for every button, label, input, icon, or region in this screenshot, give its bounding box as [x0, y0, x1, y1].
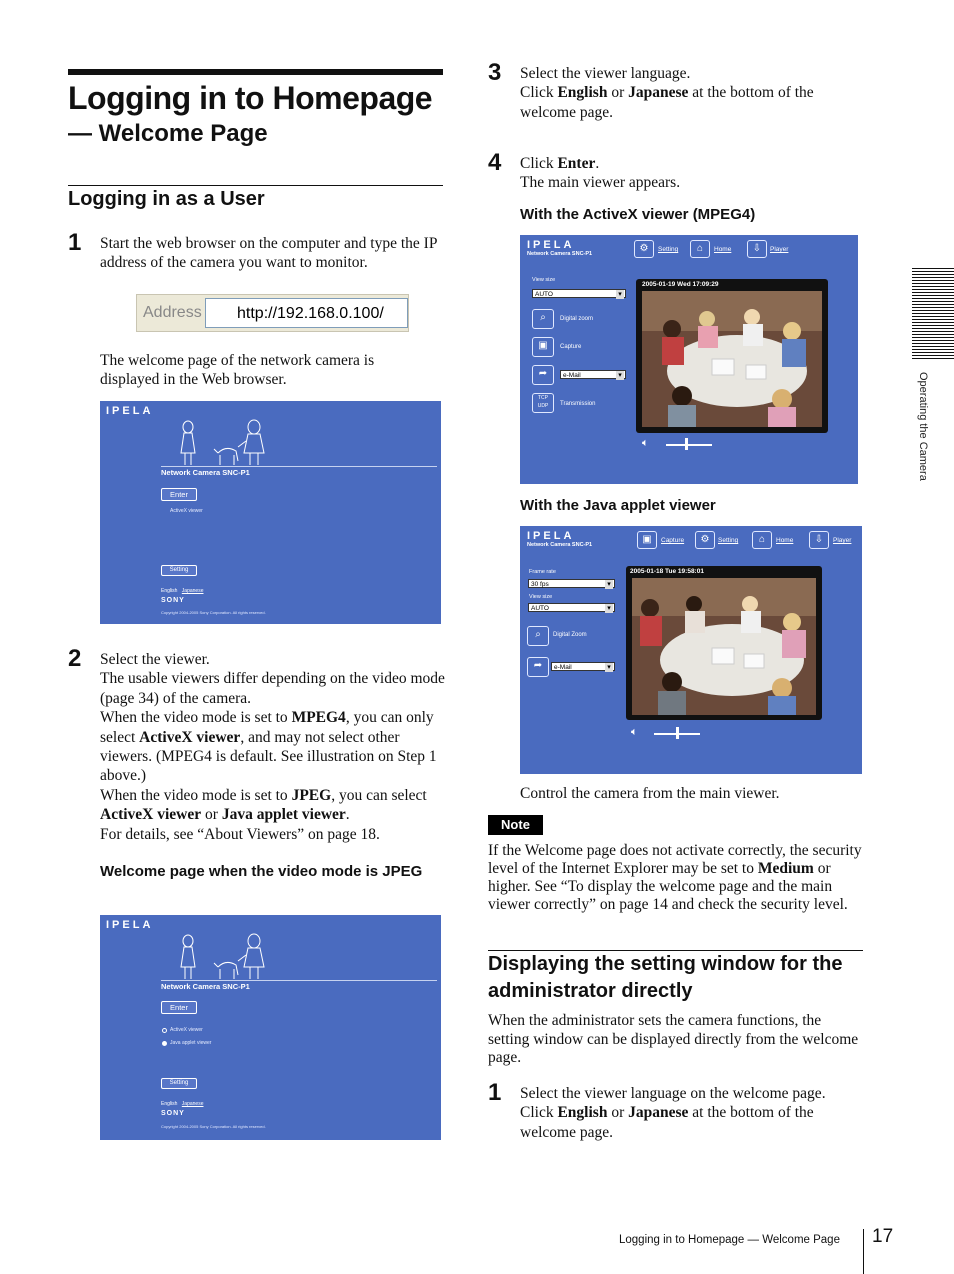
step2-line5: For details, see “About Viewers” on page 18.	[100, 825, 380, 843]
ipela-logo: IPELA	[106, 919, 154, 931]
step-number: 1	[488, 1079, 502, 1106]
nav-home[interactable]: Home	[776, 537, 794, 544]
enter-button[interactable]: Enter	[161, 488, 197, 501]
copyright-text: Copyright 2004-2005 Sony Corporation. All rights reserved.	[161, 1124, 266, 1129]
step-number: 4	[488, 149, 502, 176]
setting-button[interactable]: Setting	[161, 565, 197, 576]
address-label: Address	[143, 304, 202, 321]
frame-rate-label: Frame rate	[529, 569, 556, 575]
nav-setting[interactable]: Setting	[658, 246, 679, 253]
english-link[interactable]: English	[161, 588, 178, 594]
capture-icon[interactable]: ▣	[532, 337, 554, 357]
transmission-label: Transmission	[560, 401, 596, 407]
speaker-icon[interactable]: 🔈︎	[631, 726, 638, 738]
language-links	[161, 1101, 203, 1107]
control-text: Control the camera from the main viewer.	[520, 785, 780, 802]
english-link[interactable]: English	[161, 1101, 178, 1107]
java-viewer-label: Java applet viewer	[170, 1040, 212, 1046]
admin-step1-line2: Click English or Japanese at the bottom of the welcome page.	[520, 1104, 814, 1141]
address-field: http://192.168.0.100/	[205, 298, 408, 328]
step4-line1: Click Enter.	[520, 155, 600, 172]
step-number: 1	[68, 229, 82, 256]
nav-player[interactable]: Player	[770, 246, 789, 253]
player-icon[interactable]: ⇩	[747, 240, 767, 258]
step2-line2: The usable viewers differ depending on the video mode (page 34) of the camera.	[100, 670, 445, 707]
step1-after-text: The welcome page of the network camera is displayed in the Web browser.	[100, 352, 375, 389]
setting-icon[interactable]: ⚙	[695, 531, 715, 549]
setting-button[interactable]: Setting	[161, 1078, 197, 1089]
setting-icon[interactable]: ⚙	[634, 240, 654, 258]
note-text: If the Welcome page does not activate correctly, the security level of the Internet Explorer may be set to Medium or higher. See “To display the welcome page and the main viewer correctly” on page 14 and check the security level.	[488, 842, 862, 913]
step2-text	[100, 650, 445, 844]
digital-zoom-label: Digital Zoom	[553, 632, 587, 638]
activex-heading: With the ActiveX viewer (MPEG4)	[520, 206, 756, 223]
admin-step1-line1: Select the viewer language on the welcome page.	[520, 1085, 826, 1102]
step3-line1: Select the viewer language.	[520, 65, 691, 82]
page-title: Logging in to Homepage	[68, 80, 433, 116]
frame-rate-select[interactable]: 30 fps ▾	[528, 579, 615, 588]
japanese-link[interactable]: Japanese	[181, 588, 204, 594]
welcome-page-screenshot	[100, 401, 441, 624]
children-illustration	[178, 933, 270, 981]
activex-viewer-label: ActiveX viewer	[170, 1027, 203, 1033]
address-bar	[136, 294, 409, 332]
step4-line2: The main viewer appears.	[520, 174, 681, 192]
jpeg-welcome-screenshot	[100, 915, 441, 1140]
children-illustration	[178, 419, 270, 467]
classroom-video-image	[642, 291, 822, 427]
note-label: Note	[488, 815, 543, 835]
digital-zoom-icon[interactable]: ⌕	[532, 309, 554, 329]
title-rule	[68, 69, 443, 75]
video-timestamp: 2005-01-19 Wed 17:09:29	[642, 281, 719, 288]
camera-name: Network Camera SNC-P1	[527, 542, 593, 548]
email-icon[interactable]: ➦	[527, 657, 549, 677]
side-tab-label: Operating the Camera	[917, 372, 929, 481]
view-size-select[interactable]: AUTO ▾	[528, 603, 615, 612]
nav-capture[interactable]: Capture	[661, 537, 685, 544]
camera-name: Network Camera SNC-P1	[161, 982, 250, 991]
nav-setting[interactable]: Setting	[718, 537, 739, 544]
step2-line4: When the video mode is set to JPEG, you can select ActiveX viewer or Java applet viewer.	[100, 786, 427, 824]
activex-viewer-label: ActiveX viewer	[170, 508, 203, 514]
side-tab-stripes	[912, 268, 954, 360]
nav-home[interactable]: Home	[714, 246, 732, 253]
ipela-logo: IPELA	[106, 405, 154, 417]
volume-slider-handle[interactable]	[676, 727, 679, 739]
step2-line1: Select the viewer.	[100, 651, 210, 668]
view-size-label: View size	[529, 594, 553, 600]
capture-label: Capture	[560, 344, 582, 350]
page-number: 17	[872, 1226, 894, 1247]
ipela-logo: IPELA	[527, 239, 575, 251]
panel-divider	[161, 980, 437, 981]
speaker-icon[interactable]: 🔈︎	[642, 437, 649, 449]
home-icon[interactable]: ⌂	[690, 240, 710, 258]
page-subtitle: — Welcome Page	[68, 120, 268, 147]
email-icon[interactable]: ➦	[532, 365, 554, 385]
java-viewer-screenshot	[520, 526, 862, 774]
sony-logo: SONY	[161, 597, 185, 604]
video-timestamp: 2005-01-18 Tue 19:58:01	[630, 568, 704, 575]
step3-text	[520, 64, 860, 122]
java-radio[interactable]	[162, 1041, 167, 1046]
java-heading: With the Java applet viewer	[520, 497, 716, 514]
video-frame	[636, 279, 828, 433]
panel-divider	[161, 466, 437, 467]
step3-line2: Click English or Japanese at the bottom of the welcome page.	[520, 84, 814, 121]
japanese-link[interactable]: Japanese	[181, 1101, 204, 1107]
ipela-logo: IPELA	[527, 530, 575, 542]
step4-text	[520, 154, 860, 193]
player-icon[interactable]: ⇩	[809, 531, 829, 549]
activex-viewer-screenshot	[520, 235, 858, 484]
enter-button[interactable]: Enter	[161, 1001, 197, 1014]
home-icon[interactable]: ⌂	[752, 531, 772, 549]
camera-name: Network Camera SNC-P1	[161, 468, 250, 477]
admin-step1-text	[520, 1084, 860, 1142]
copyright-text: Copyright 2004-2005 Sony Corporation. All rights reserved.	[161, 610, 266, 615]
view-size-select[interactable]: AUTO ▾	[532, 289, 626, 298]
email-select[interactable]: e-Mail ▾	[551, 662, 615, 671]
classroom-video-image	[632, 578, 816, 715]
admin-section-heading: Displaying the setting window for the administrator directly	[488, 953, 843, 1002]
camera-name: Network Camera SNC-P1	[527, 251, 593, 257]
digital-zoom-label: Digital zoom	[560, 316, 594, 322]
jpeg-welcome-heading: Welcome page when the video mode is JPEG	[100, 863, 423, 880]
digital-zoom-icon[interactable]: ⌕	[527, 626, 549, 646]
step1-text: Start the web browser on the computer and type the IP address of the camera you want to monitor.	[100, 235, 437, 272]
running-footer: Logging in to Homepage — Welcome Page	[619, 1234, 840, 1246]
activex-radio[interactable]	[162, 1028, 167, 1033]
email-select[interactable]: e-Mail ▾	[560, 370, 626, 379]
volume-slider[interactable]	[666, 444, 712, 446]
tcp-udp-icon[interactable]: TCP UDP	[532, 393, 554, 413]
language-links	[161, 588, 203, 594]
nav-player[interactable]: Player	[833, 537, 852, 544]
step2-line3: When the video mode is set to MPEG4, you can only select ActiveX viewer, and may not select other viewers. (MPEG4 is default. See illustration on Step 1 above.)	[100, 709, 437, 785]
step-number: 3	[488, 59, 502, 86]
sony-logo: SONY	[161, 1110, 185, 1117]
view-size-label: View size	[532, 277, 556, 283]
section-heading-user: Logging in as a User	[68, 188, 265, 210]
step-number: 2	[68, 645, 82, 672]
video-frame	[626, 566, 822, 720]
volume-slider-handle[interactable]	[685, 438, 688, 450]
capture-icon[interactable]: ▣	[637, 531, 657, 549]
admin-text: When the administrator sets the camera functions, the setting window can be displayed directly from the welcome page.	[488, 1012, 859, 1066]
footer-rule	[863, 1229, 864, 1274]
